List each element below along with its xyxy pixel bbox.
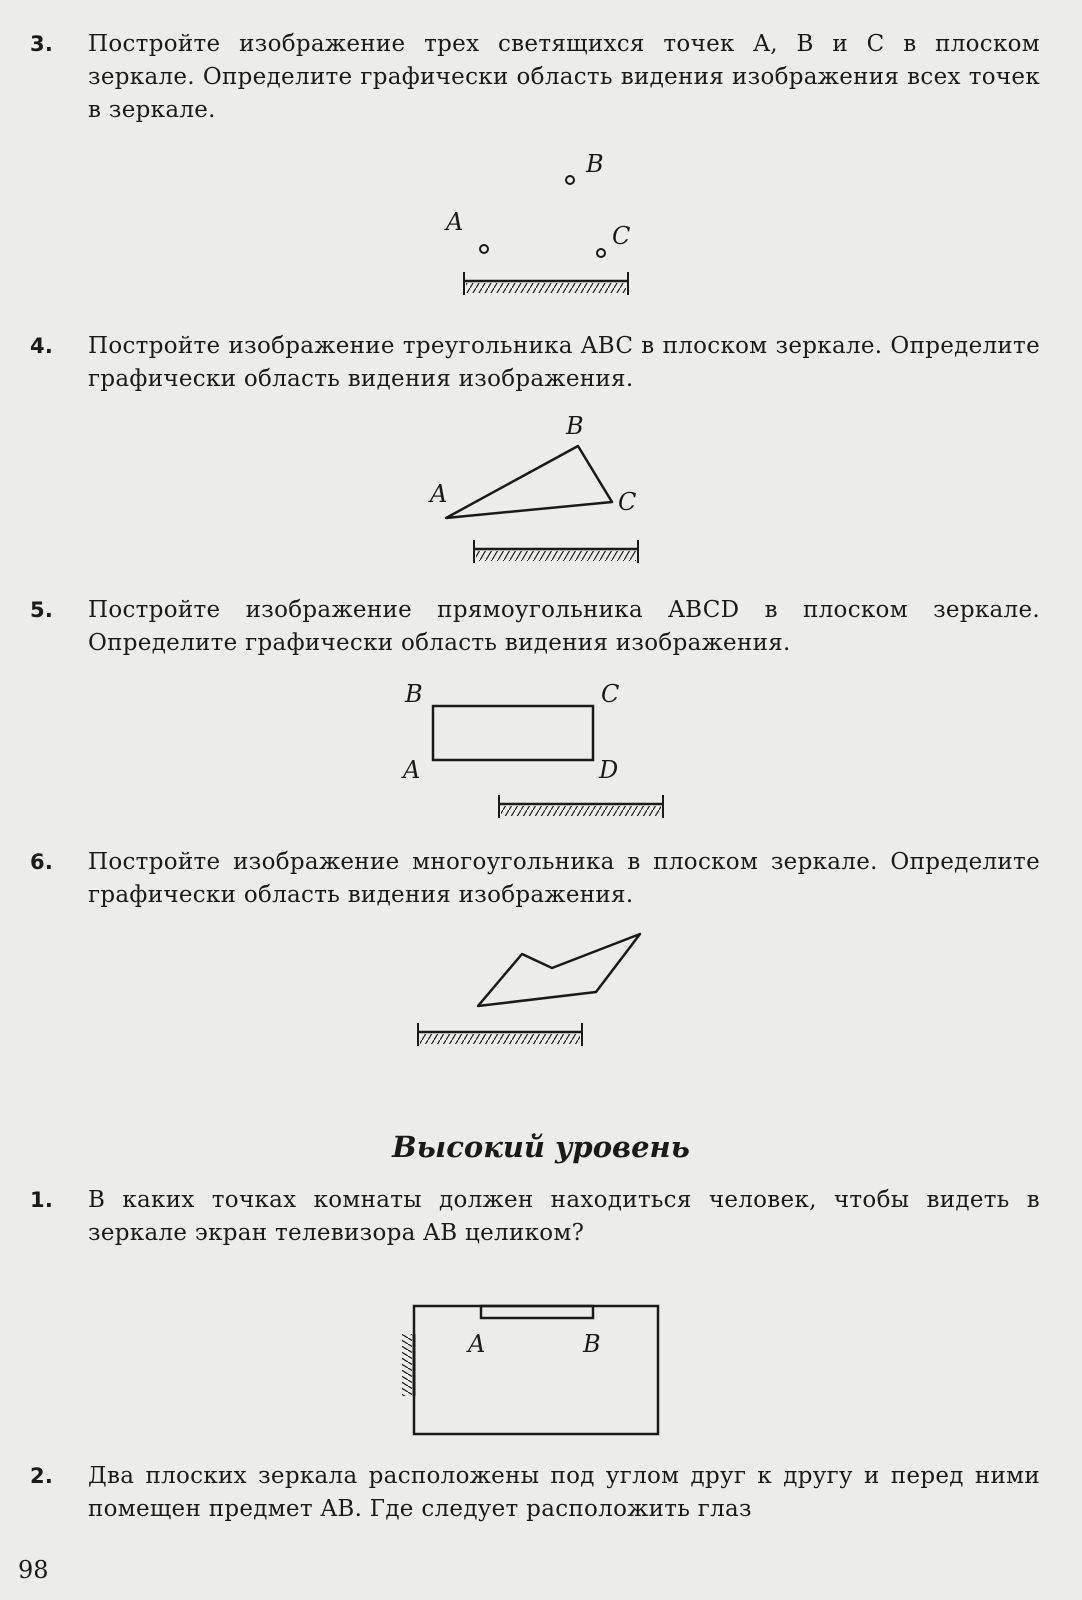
label-a: A [403,756,421,784]
triangle-abc [446,446,612,518]
label-b: B [586,150,604,178]
problem-text: В каких точках комнаты должен находиться человек, чтобы видеть в зеркале экран телевизора AB целиком? [88,1187,1040,1246]
tv-screen [481,1306,593,1318]
problem-number: 5. [30,598,54,622]
point-a [480,245,488,253]
polygon [478,934,640,1006]
label-c: C [618,488,637,516]
figure-room [398,1290,678,1445]
mirror [418,1023,582,1046]
problem-number: 4. [30,334,54,358]
label-b: B [566,412,584,440]
page-number: 98 [18,1556,49,1584]
label-b: B [405,680,423,708]
rectangle-abcd [433,706,593,760]
problem-text: Постройте изображение треугольника ABC в плоском зеркале. Определите графически область видения изображения. [88,333,1040,392]
problem-number: 3. [30,32,54,56]
label-a: A [446,208,464,236]
label-d: D [599,756,619,784]
mirror [474,540,638,563]
problem-text: Постройте изображение трех светящихся точек A, B и C в плоском зеркале. Определите графически область видения изображения всех точек в зеркале. [88,31,1040,123]
section-title: Высокий уровень [392,1130,690,1164]
figure-rectangle [395,680,685,840]
point-c [597,249,605,257]
figure-triangle [420,410,660,580]
problem-5 [30,594,1040,660]
label-a: A [430,480,448,508]
figure-polygon [410,930,660,1070]
problem-number: 2. [30,1464,54,1488]
problem-3 [30,28,1040,127]
problem-number: 1. [30,1188,54,1212]
problem-6 [30,846,1040,912]
problem-high-1 [30,1184,1040,1250]
problem-high-2 [30,1460,1040,1526]
label-a: A [468,1330,486,1358]
problem-number: 6. [30,850,54,874]
mirror [402,1334,414,1396]
problem-text: Два плоских зеркала расположены под углом друг к другу и перед ними помещен предмет AB. Где следует расположить глаз [88,1463,1040,1522]
problem-4 [30,330,1040,396]
label-c: C [601,680,620,708]
room-outline [414,1306,658,1434]
figure-light-points [440,148,660,308]
point-b [566,176,574,184]
label-b: B [583,1330,601,1358]
mirror [499,795,663,818]
mirror [464,272,628,295]
problem-text: Постройте изображение прямоугольника ABCD в плоском зеркале. Определите графически область видения изображения. [88,597,1040,656]
label-c: C [612,222,631,250]
problem-text: Постройте изображение многоугольника в плоском зеркале. Определите графически область видения изображения. [88,849,1040,908]
